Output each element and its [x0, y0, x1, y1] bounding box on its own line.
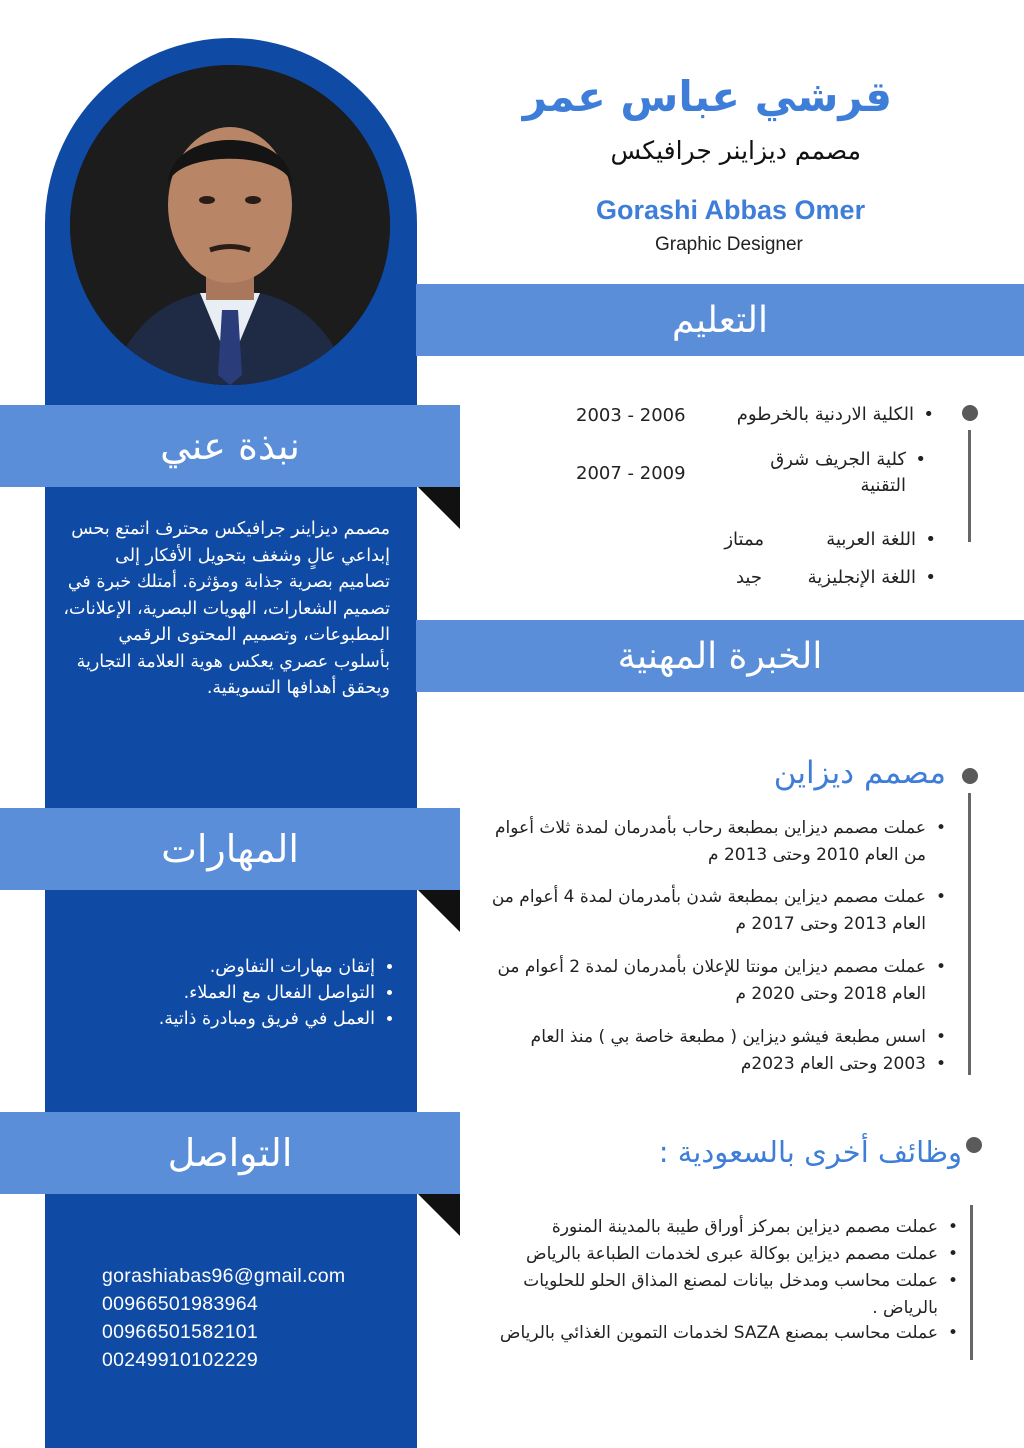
timeline-dot [962, 405, 978, 421]
saudi-job-item: • عملت محاسب بمصنع SAZA لخدمات التموين الغذائي بالرياض [468, 1320, 938, 1347]
experience-item: • عملت مصمم ديزاين بمطبعة رحاب بأمدرمان لمدة ثلاث أعوام من العام 2010 وحتى 2013 م [486, 815, 926, 869]
saudi-job-item: • عملت محاسب ومدخل بيانات لمصنع المذاق الحلو للحلويات بالرياض . [478, 1268, 938, 1322]
saudi-job-item: • عملت مصمم ديزاين بوكالة عبرى لخدمات الطباعة بالرياض [488, 1241, 938, 1268]
education-school: • كلية الجريف شرق التقنية [746, 447, 906, 499]
timeline-line [968, 430, 971, 542]
contact-info [102, 1262, 345, 1374]
title-arabic: مصمم ديزاينر جرافيكس [610, 136, 861, 165]
education-years: 2003 - 2006 [576, 405, 686, 426]
language-name: • اللغة العربية [826, 529, 916, 550]
saudi-jobs-title: وظائف أخرى بالسعودية : [658, 1135, 962, 1169]
about-heading: نبذة عني [0, 405, 460, 487]
timeline-line [970, 1205, 973, 1360]
skills-list [70, 954, 397, 1032]
education-heading: التعليم [416, 284, 1024, 356]
phone-number[interactable]: 00966501582101 [102, 1321, 259, 1343]
experience-item: • عملت مصمم ديزاين مونتا للإعلان بأمدرمان لمدة 2 أعوام من العام 2018 وحتى 2020 م [476, 954, 926, 1008]
experience-item: • عملت مصمم ديزاين بمطبعة شدن بأمدرمان لمدة 4 أعوام من العام 2013 وحتى 2017 م [476, 884, 926, 938]
education-years: 2007 - 2009 [576, 463, 686, 484]
skill-item: • العمل في فريق ومبادرة ذاتية. [70, 1006, 375, 1032]
fold-decoration [418, 487, 460, 529]
name-english: Gorashi Abbas Omer [596, 195, 866, 225]
skill-item: • التواصل الفعال مع العملاء. [70, 980, 375, 1006]
fold-decoration [418, 890, 460, 932]
language-level: ممتاز [724, 529, 764, 550]
experience-heading: الخبرة المهنية [416, 620, 1024, 692]
saudi-job-item: • عملت مصمم ديزاين بمركز أوراق طيبة بالمدينة المنورة [488, 1214, 938, 1241]
experience-role: مصمم ديزاين [773, 755, 946, 791]
about-text: مصمم ديزاينر جرافيكس محترف اتمتع بحس إبداعي عالٍ وشغف بتحويل الأفكار إلى تصاميم بصرية جذابة ومؤثرة. أمتلك خبرة في تصميم الشعارات، الهويات البصرية، الإعلانات، المطبوعات، وتصميم المحتوى الرقمي بأسلوب عصري يعكس هوية العلامة التجارية ويحقق أهدافها التسويقية. [63, 519, 390, 698]
timeline-dot [966, 1137, 982, 1153]
name-arabic: قرشي عباس عمر [522, 72, 892, 121]
email-link[interactable]: gorashiabas96@gmail.com [102, 1265, 346, 1287]
phone-number[interactable]: 00966501983964 [102, 1293, 259, 1315]
timeline-dot [962, 768, 978, 784]
experience-item: • 2003 وحتى العام 2023م [466, 1051, 926, 1078]
experience-item: • اسس مطبعة فيشو ديزاين ( مطبعة خاصة بي ) منذ العام [466, 1024, 926, 1051]
education-school: • الكلية الاردنية بالخرطوم [737, 404, 914, 425]
contact-heading: التواصل [0, 1112, 460, 1194]
phone-number[interactable]: 00249910102229 [102, 1349, 259, 1371]
title-english: Graphic Designer [655, 234, 803, 255]
language-level: جيد [735, 567, 762, 588]
skill-item: • إتقان مهارات التفاوض. [70, 954, 375, 980]
skills-heading: المهارات [0, 808, 460, 890]
fold-decoration [418, 1194, 460, 1236]
language-name: • اللغة الإنجليزية [808, 567, 916, 588]
profile-photo [70, 65, 390, 385]
timeline-line [968, 793, 971, 1075]
